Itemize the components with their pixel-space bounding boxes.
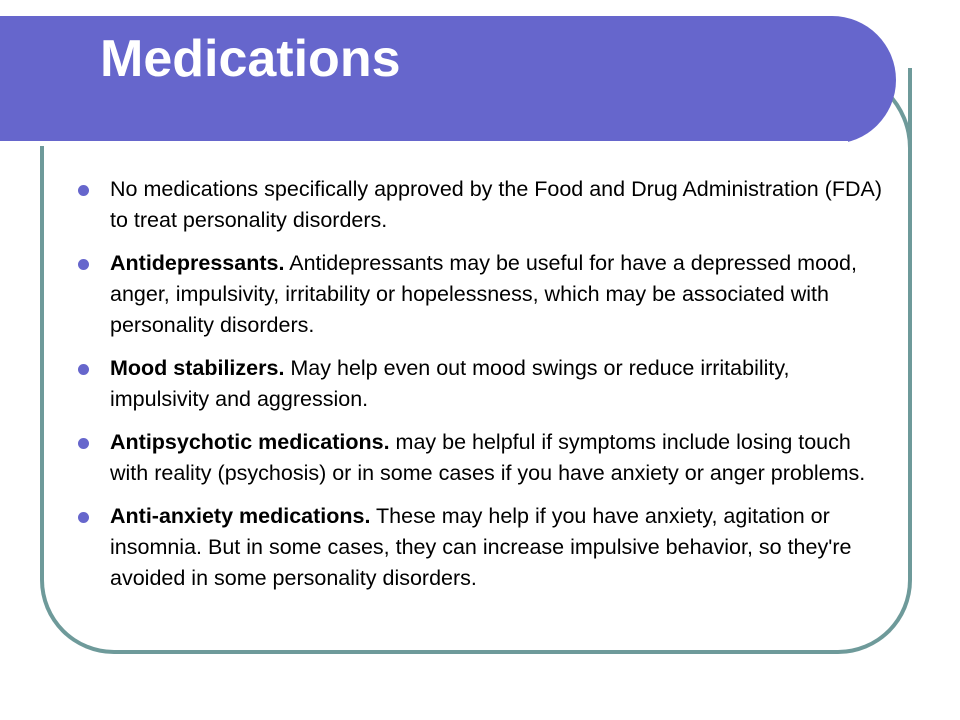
title-underline [0,141,848,146]
bullet-list [78,174,890,606]
bullet-term: Anti-anxiety medications. [110,504,371,528]
bullet-dot-icon [78,259,89,270]
slide-title: Medications [100,30,401,88]
bullet-text: Antidepressants may be useful for have a depressed mood, anger, impulsivity, irritability or hopelessness, which may be associated with personality disorders. [110,251,857,337]
bullet-dot-icon [78,185,89,196]
bullet-item-antipsychotics [78,427,890,489]
bullet-term: Antidepressants. [110,251,285,275]
bullet-dot-icon [78,364,89,375]
bullet-item-anti-anxiety [78,501,890,594]
bullet-dot-icon [78,512,89,523]
bullet-dot-icon [78,438,89,449]
bullet-item-mood-stabilizers [78,353,890,415]
bullet-text: No medications specifically approved by the Food and Drug Administration (FDA) to treat personality disorders. [110,177,882,232]
bullet-text: may be helpful if symptoms include losing touch with reality (psychosis) or in some cases if you have anxiety or anger problems. [110,430,866,485]
bullet-text: These may help if you have anxiety, agitation or insomnia. But in some cases, they can increase impulsive behavior, so they're avoided in some personality disorders. [110,504,852,590]
bullet-term: Mood stabilizers. [110,356,285,380]
bullet-item-fda [78,174,890,236]
bullet-text: May help even out mood swings or reduce irritability, impulsivity and aggression. [110,356,790,411]
bullet-item-antidepressants [78,248,890,341]
bullet-term: Antipsychotic medications. [110,430,390,454]
